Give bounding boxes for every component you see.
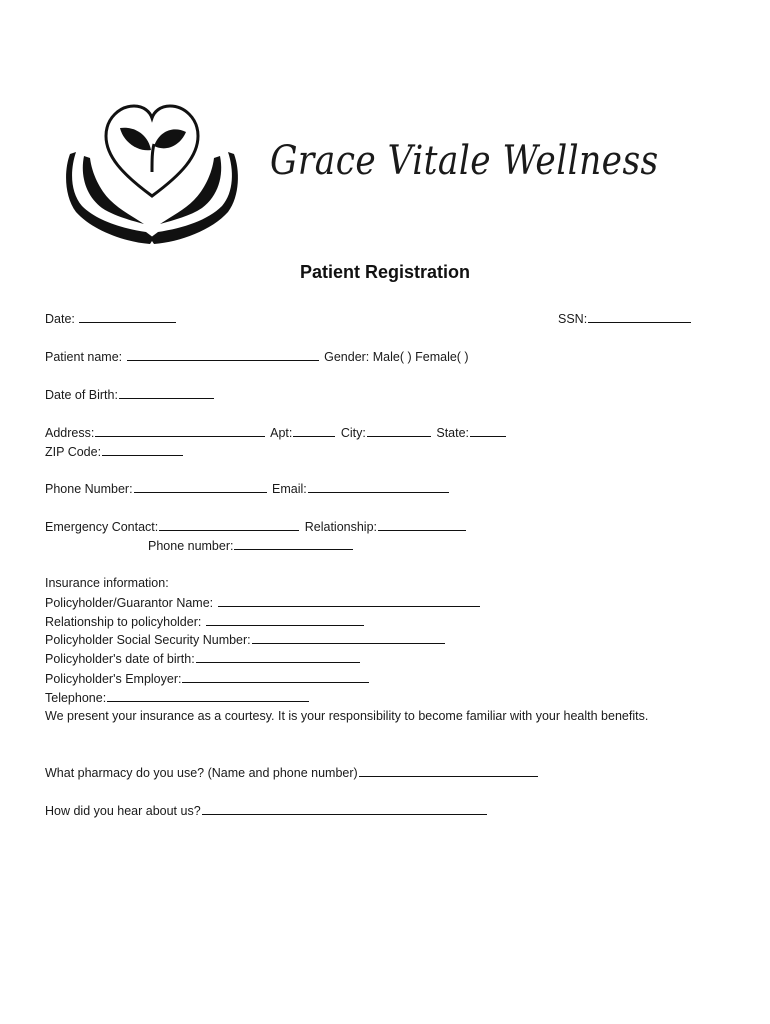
ssn-field[interactable] (588, 310, 691, 323)
phone-label: Phone Number: (45, 482, 133, 496)
brand-name: Grace Vitale Wellness (270, 138, 659, 184)
pharmacy-label: What pharmacy do you use? (Name and phone number) (45, 766, 358, 780)
state-field[interactable] (470, 424, 506, 437)
form-title: Patient Registration (299, 262, 471, 282)
referral-field[interactable] (202, 802, 487, 815)
policyholder-employer-row (45, 670, 371, 687)
referral-label: How did you hear about us? (45, 804, 201, 818)
gender-label[interactable]: Gender: Male( ) Female( ) (324, 350, 469, 364)
pharmacy-field[interactable] (359, 764, 538, 777)
date-label: Date: (45, 312, 75, 326)
policyholder-name-field[interactable] (218, 594, 480, 607)
dob-row (45, 386, 216, 403)
insurance-note: We present your insurance as a courtesy. It is your responsibility to become familiar with your health benefits. (45, 709, 649, 723)
insurance-heading: Insurance information: (45, 576, 169, 590)
policyholder-ssn-row (45, 631, 447, 648)
emergency-phone-label: Phone number: (148, 539, 234, 553)
phone-row (45, 480, 451, 497)
patient-name-label: Patient name: (45, 350, 123, 364)
policyholder-employer-field[interactable] (182, 670, 369, 683)
policyholder-employer-label: Policyholder's Employer: (45, 672, 182, 686)
policyholder-ssn-field[interactable] (252, 631, 445, 644)
email-label: Email: (272, 482, 307, 496)
policyholder-ssn-label: Policyholder Social Security Number: (45, 633, 251, 647)
telephone-field[interactable] (107, 689, 309, 702)
policyholder-dob-field[interactable] (196, 650, 360, 663)
phone-field[interactable] (134, 480, 267, 493)
emergency-row (45, 518, 468, 535)
ssn-row (558, 310, 693, 327)
email-field[interactable] (308, 480, 449, 493)
policyholder-name-row (45, 594, 482, 611)
city-field[interactable] (367, 424, 431, 437)
telephone-label: Telephone: (45, 691, 107, 705)
patient-name-row (45, 348, 469, 365)
date-row (45, 310, 178, 327)
city-label: City: (340, 426, 366, 440)
policyholder-dob-label: Policyholder's date of birth: (45, 652, 195, 666)
address-row (45, 424, 508, 441)
emergency-contact-field[interactable] (159, 518, 299, 531)
address-field[interactable] (95, 424, 265, 437)
address-label: Address: (45, 426, 95, 440)
heart-with-leaves-in-hands-icon (62, 100, 242, 245)
dob-label: Date of Birth: (45, 388, 118, 402)
relationship-policyholder-label: Relationship to policyholder: (45, 615, 202, 629)
pharmacy-row (45, 764, 540, 781)
relationship-label: Relationship: (304, 520, 377, 534)
zip-field[interactable] (102, 443, 183, 456)
relationship-policyholder-field[interactable] (206, 613, 364, 626)
referral-row (45, 802, 489, 819)
apt-field[interactable] (293, 424, 335, 437)
policyholder-dob-row (45, 650, 362, 667)
zip-row (45, 443, 185, 460)
apt-label: Apt: (270, 426, 293, 440)
policyholder-name-label: Policyholder/Guarantor Name: (45, 596, 214, 610)
dob-field[interactable] (119, 386, 214, 399)
emergency-contact-label: Emergency Contact: (45, 520, 159, 534)
ssn-label: SSN: (558, 312, 588, 326)
emergency-phone-row (148, 537, 355, 554)
patient-name-field[interactable] (127, 348, 319, 361)
telephone-row (45, 689, 311, 706)
zip-label: ZIP Code: (45, 445, 102, 459)
relationship-field[interactable] (378, 518, 466, 531)
date-field[interactable] (79, 310, 176, 323)
state-label: State: (436, 426, 470, 440)
emergency-phone-field[interactable] (234, 537, 353, 550)
relationship-policyholder-row (45, 613, 366, 630)
